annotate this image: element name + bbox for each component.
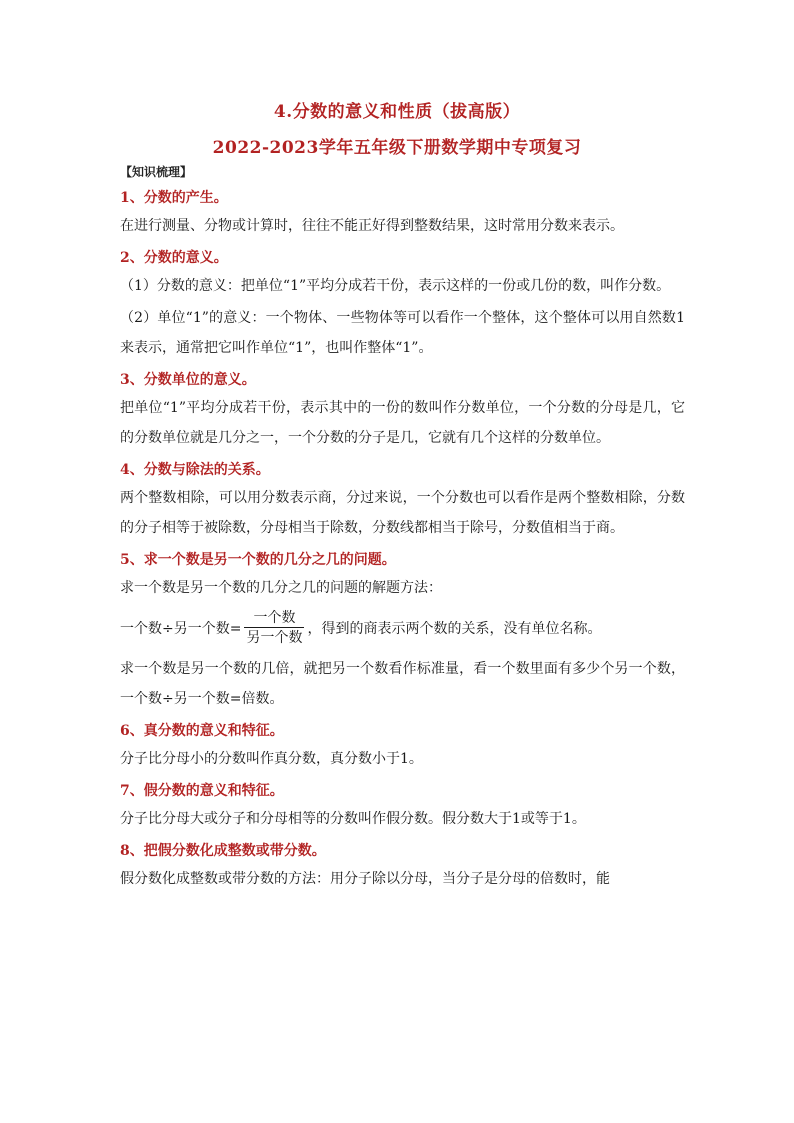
paragraph: （2）单位“1”的意义：一个物体、一些物体等可以看作一个整体，这个整体可以用自然数1来表示，通常把它叫作单位“1”，也叫作整体“1”。 — [120, 310, 685, 356]
fraction-denominator: 另一个数 — [246, 630, 303, 646]
document-content — [120, 163, 685, 896]
paragraph: 求一个数是另一个数的几分之几的问题的解题方法： — [120, 580, 442, 596]
heading-5: 5、求一个数是另一个数的几分之几的问题。 — [120, 552, 396, 568]
fraction-numerator: 一个数 — [253, 610, 296, 626]
paragraph: 在进行测量、分物或计算时，往往不能正好得到整数结果，这时常用分数来表示。 — [120, 218, 624, 234]
heading-4: 4、分数与除法的关系。 — [120, 462, 270, 478]
heading-8: 8、把假分数化成整数或带分数。 — [120, 843, 326, 859]
heading-6: 6、真分数的意义和特征。 — [120, 723, 284, 739]
paragraph: 假分数化成整数或带分数的方法：用分子除以分母，当分子是分母的倍数时，能 — [120, 871, 610, 887]
fraction — [244, 609, 304, 648]
heading-1: 1、分数的产生。 — [120, 190, 228, 206]
paragraph: 分子比分母小的分数叫作真分数，真分数小于1。 — [120, 751, 423, 767]
fraction-formula — [120, 609, 685, 648]
paragraph: 分子比分母大或分子和分母相等的分数叫作假分数。假分数大于1或等于1。 — [120, 811, 586, 827]
paragraph: 求一个数是另一个数的几倍，就把另一个数看作标准量，看一个数里面有多少个另一个数，一个数÷另一个数=倍数。 — [120, 661, 685, 707]
paragraph: （1）分数的意义：把单位“1”平均分成若干份，表示这样的一份或几份的数，叫作分数。 — [120, 278, 671, 294]
heading-7: 7、假分数的意义和特征。 — [120, 783, 284, 799]
heading-3: 3、分数单位的意义。 — [120, 372, 256, 388]
formula-lhs: 一个数÷另一个数= — [120, 620, 242, 637]
paragraph: 把单位“1”平均分成若干份，表示其中的一份的数叫作分数单位，一个分数的分母是几，它的分数单位就是几分之一，一个分数的分子是几，它就有几个这样的分数单位。 — [120, 400, 685, 446]
section-tag: 【知识梳理】 — [120, 165, 193, 179]
paragraph: 两个整数相除，可以用分数表示商，分过来说，一个分数也可以看作是两个整数相除，分数的分子相等于被除数，分母相当于除数，分数线都相当于除号，分数值相当于商。 — [120, 490, 685, 536]
formula-rhs: ，得到的商表示两个数的关系，没有单位名称。 — [307, 620, 602, 637]
heading-2: 2、分数的意义。 — [120, 250, 228, 266]
document-subtitle: 2022-2023学年五年级下册数学期中专项复习 — [212, 138, 582, 158]
document-title: 4.分数的意义和性质（拔高版） — [273, 102, 521, 122]
